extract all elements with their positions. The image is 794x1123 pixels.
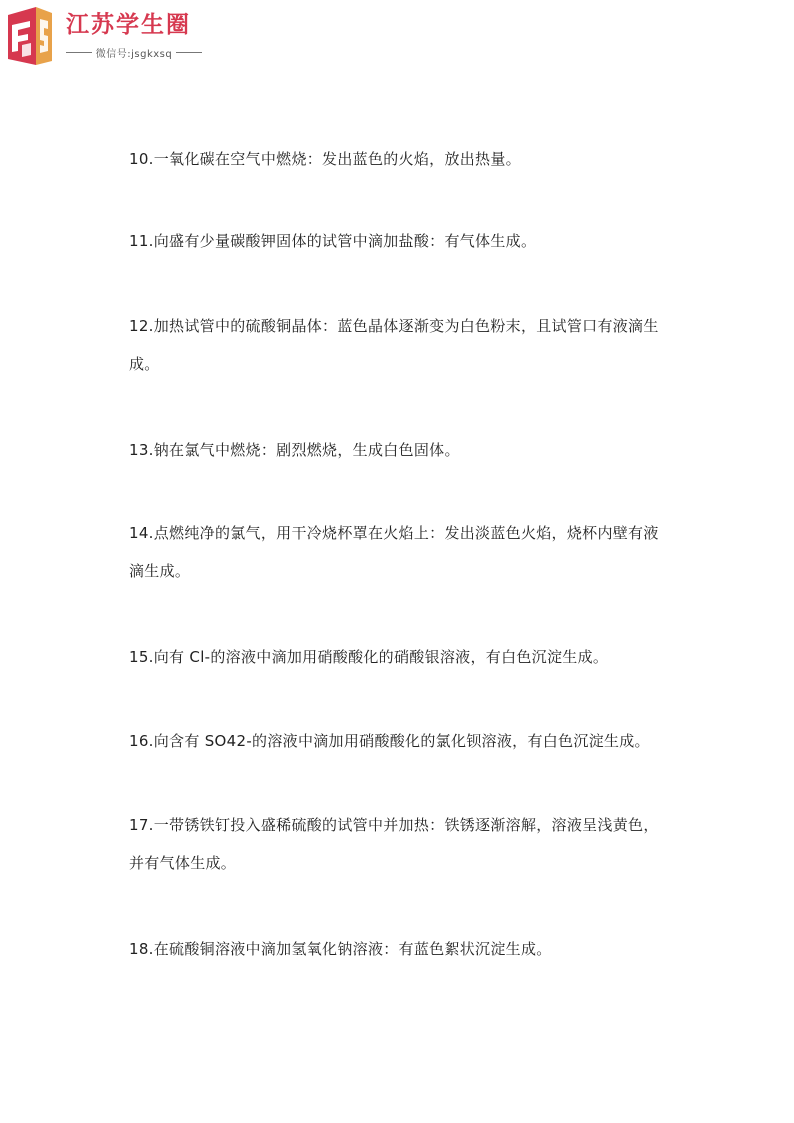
list-item-12: 12.加热试管中的硫酸铜晶体：蓝色晶体逐渐变为白色粉末，且试管口有液滴生成。 [129,317,659,373]
brand-name: 江苏学生圈 [66,12,191,38]
list-item-18: 18.在硫酸铜溶液中滴加氢氧化钠溶液：有蓝色絮状沉淀生成。 [129,940,552,958]
list-item-10: 10.一氧化碳在空气中燃烧：发出蓝色的火焰，放出热量。 [129,150,521,168]
wechat-id-label: 微信号:jsgkxsq [95,48,173,60]
list-item-15: 15.向有 Cl-的溶液中滴加用硝酸酸化的硝酸银溶液，有白色沉淀生成。 [129,648,609,666]
list-item-13: 13.钠在氯气中燃烧：剧烈燃烧，生成白色固体。 [129,441,460,459]
list-item-11: 11.向盛有少量碳酸钾固体的试管中滴加盐酸：有气体生成。 [129,232,537,250]
list-item-14: 14.点燃纯净的氯气，用干冷烧杯罩在火焰上：发出淡蓝色火焰，烧杯内壁有液滴生成。 [129,524,659,580]
list-item-16: 16.向含有 SO42-的溶液中滴加用硝酸酸化的氯化钡溶液，有白色沉淀生成。 [129,732,650,750]
list-item-17: 17.一带锈铁钉投入盛稀硫酸的试管中并加热：铁锈逐渐溶解，溶液呈浅黄色，并有气体生成。 [129,816,659,872]
